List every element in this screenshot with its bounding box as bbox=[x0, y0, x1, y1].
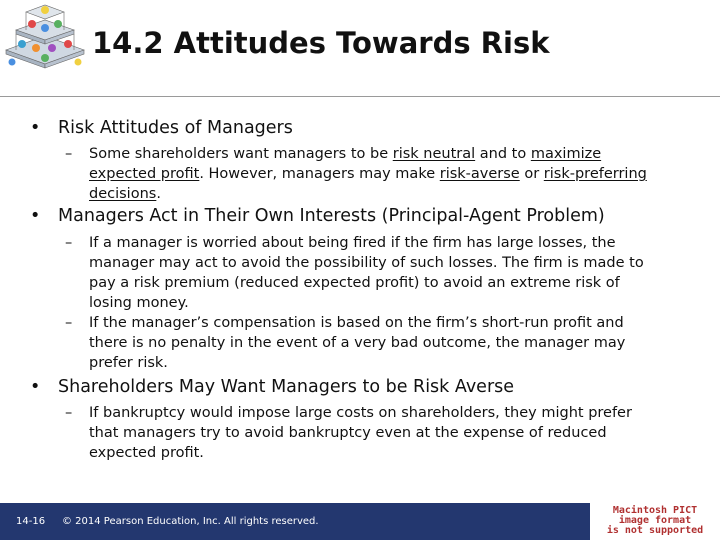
text-segment-underlined: risk neutral bbox=[392, 146, 476, 162]
footer-bar bbox=[0, 503, 590, 540]
unsupported-image-placeholder bbox=[590, 503, 720, 540]
stacked-cubes-logo-icon bbox=[2, 2, 88, 76]
bullet-dot: • bbox=[30, 118, 41, 138]
text-segment-underlined: risk-preferring decisions bbox=[89, 166, 647, 202]
sub-dash: – bbox=[65, 315, 73, 331]
bullet-1-sub-1 bbox=[65, 144, 665, 204]
bullet-2-text: Managers Act in Their Own Interests (Principal-Agent Problem) bbox=[58, 206, 605, 226]
bullet-3-sub-1-text: If bankruptcy would impose large costs on shareholders, they might prefer that managers try to avoid bankruptcy even at the expense of reduced expected profit. bbox=[89, 405, 632, 461]
sub-dash: – bbox=[65, 146, 73, 162]
text-segment: or bbox=[519, 166, 544, 182]
page-title: 14.2 Attitudes Towards Risk bbox=[92, 26, 550, 60]
copyright-notice: © 2014 Pearson Education, Inc. All rights reserved. bbox=[62, 516, 319, 527]
bullet-dot: • bbox=[30, 206, 41, 226]
pict-notice-line: is not supported bbox=[606, 525, 704, 536]
text-segment-underlined: maximize expected profit bbox=[89, 146, 602, 182]
text-segment: . However, managers may make bbox=[199, 166, 440, 182]
text-segment: . bbox=[156, 186, 161, 202]
page-number: 14-16 bbox=[16, 516, 46, 527]
bullet-2-sub-2-text: If the manager’s compensation is based on the firm’s short-run profit and there is no penalty in the event of a very bad outcome, the manager may prefer risk. bbox=[89, 315, 626, 371]
sub-dash: – bbox=[65, 405, 73, 421]
bullet-1-sub-1-text bbox=[89, 144, 665, 204]
bullet-2-sub-1-text: If a manager is worried about being fired if the firm has large losses, the manager may act to avoid the possibility of such losses. The firm is made to pay a risk premium (reduced expected profit) to avoid an extreme risk of losing money. bbox=[89, 235, 644, 311]
title-divider bbox=[0, 96, 720, 97]
text-segment-underlined: risk-averse bbox=[439, 166, 520, 182]
bullet-3-sub-1 bbox=[65, 403, 665, 463]
text-segment: Some shareholders want managers to be bbox=[89, 146, 393, 162]
bullet-dot: • bbox=[30, 377, 41, 397]
text-segment: and to bbox=[475, 146, 531, 162]
bullet-2-sub-1 bbox=[65, 233, 665, 313]
bullet-1-text: Risk Attitudes of Managers bbox=[58, 118, 293, 138]
sub-dash: – bbox=[65, 235, 73, 251]
pict-notice-line: image format bbox=[618, 515, 692, 526]
bullet-3-text: Shareholders May Want Managers to be Risk Averse bbox=[58, 377, 515, 397]
bullet-2-sub-2 bbox=[65, 313, 665, 373]
pict-notice-line: Macintosh PICT bbox=[612, 505, 698, 516]
